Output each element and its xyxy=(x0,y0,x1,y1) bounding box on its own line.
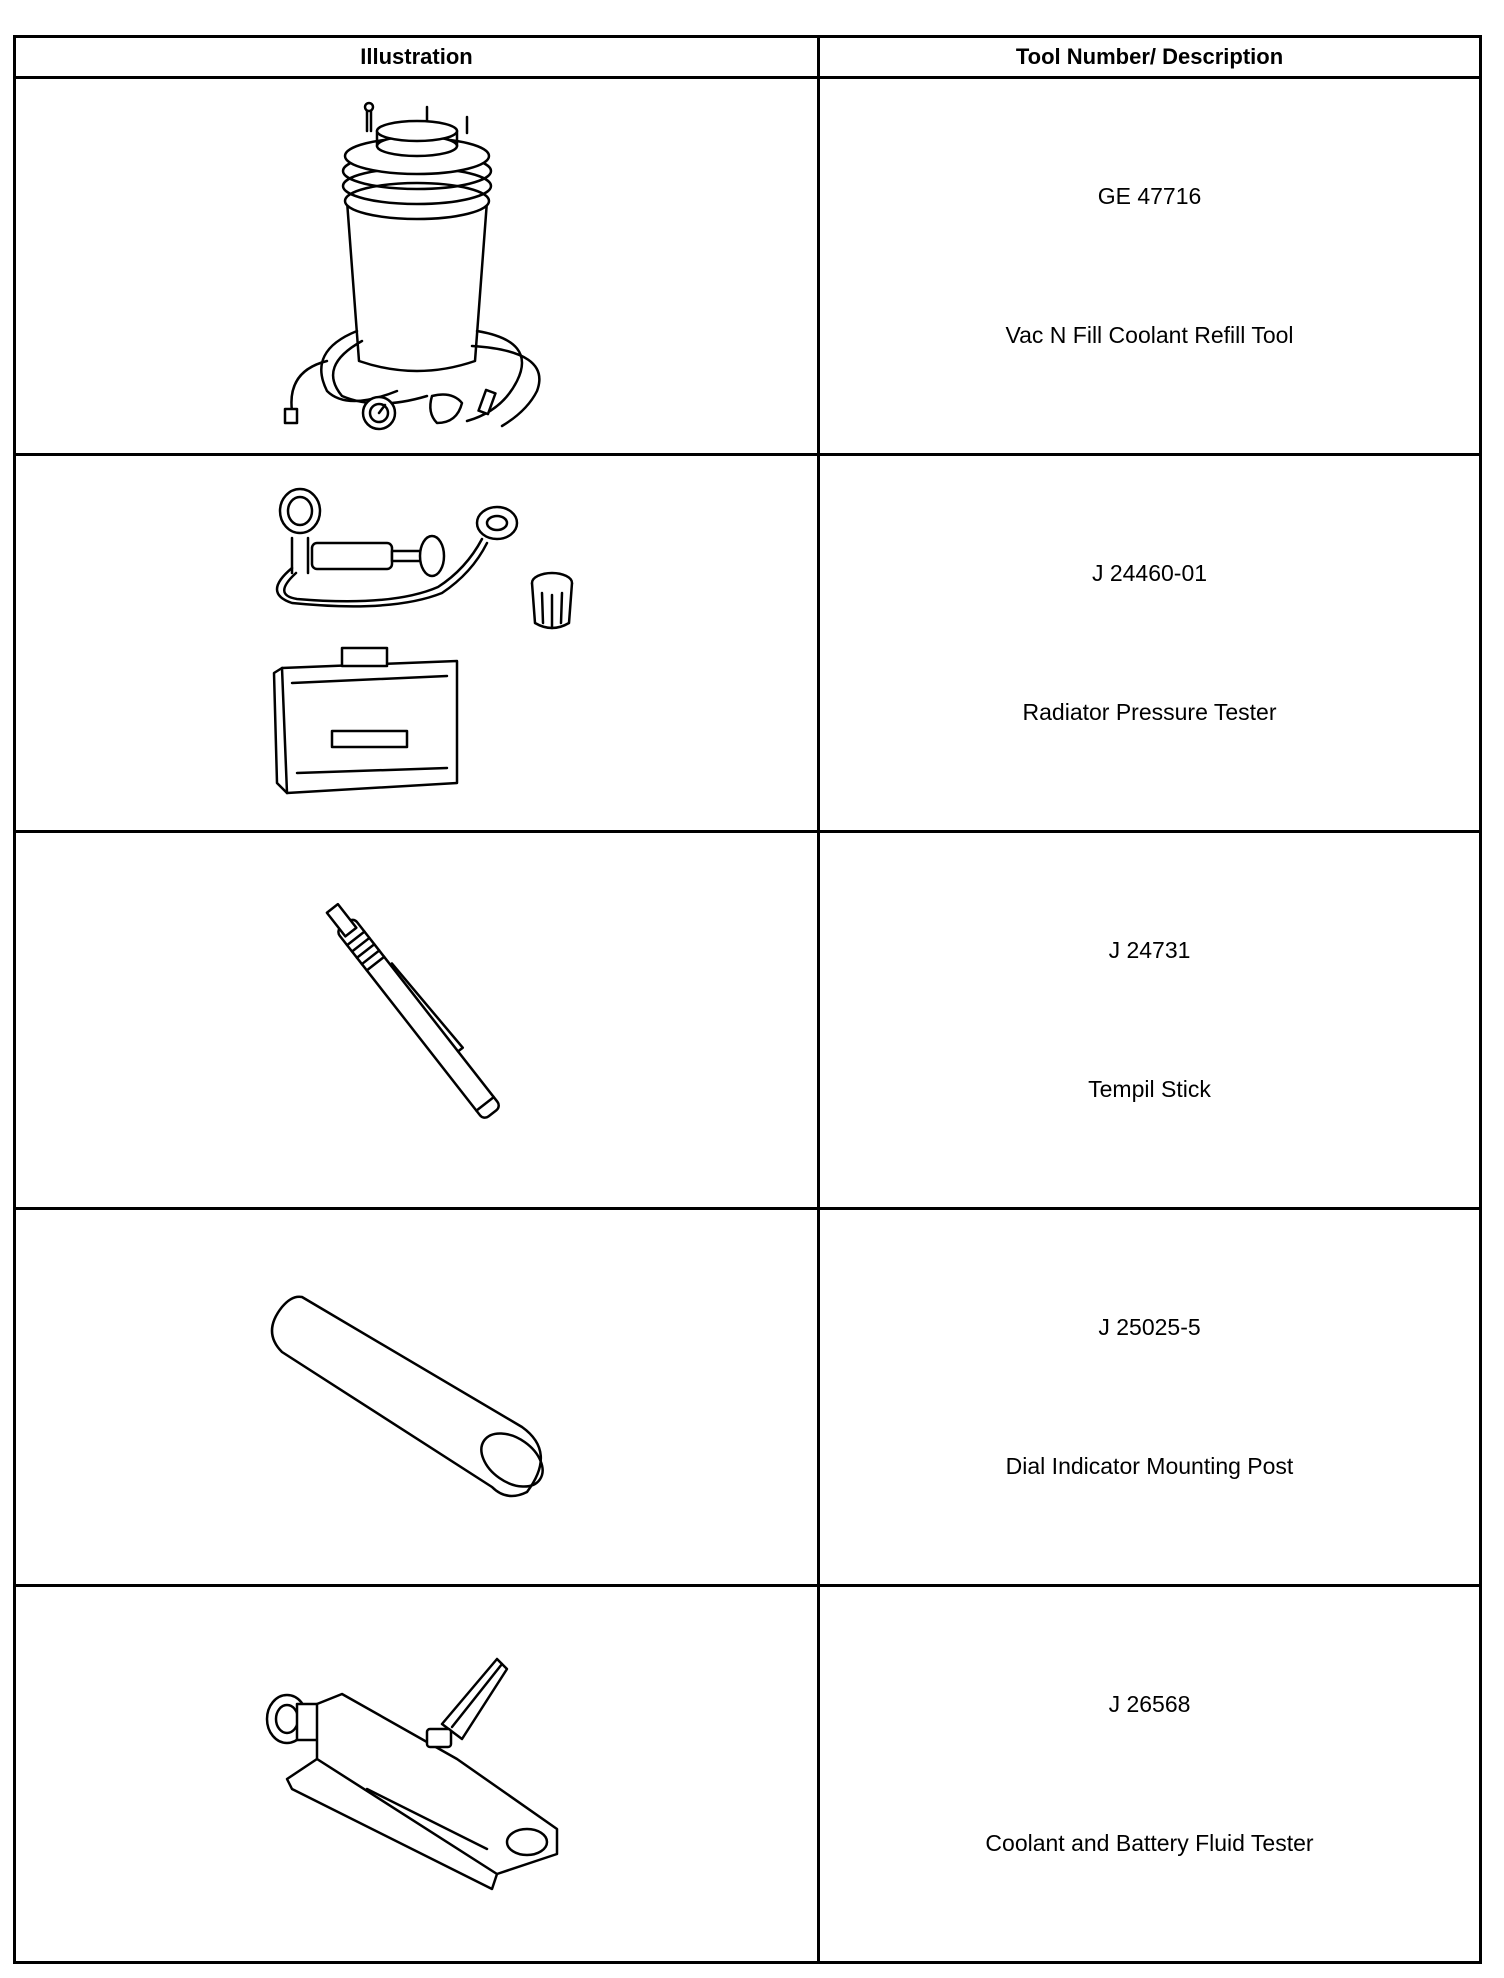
illustration-cell xyxy=(15,1586,819,1963)
tool-number: J 26568 xyxy=(1108,1691,1191,1717)
special-tools-table xyxy=(13,35,1482,1964)
table-row xyxy=(15,832,1481,1209)
header-tool-description: Tool Number/ Description xyxy=(819,37,1481,78)
coolant-refill-tool-icon xyxy=(267,91,567,441)
tempil-stick-icon xyxy=(267,875,567,1165)
table-row xyxy=(15,455,1481,832)
tool-description-cell xyxy=(819,455,1481,832)
tool-description: Tempil Stick xyxy=(1088,1076,1211,1102)
table-row xyxy=(15,78,1481,455)
table-header-row xyxy=(15,37,1481,78)
tool-description-cell xyxy=(819,1209,1481,1586)
tool-number: J 24731 xyxy=(1108,937,1191,963)
illustration-cell xyxy=(15,455,819,832)
tool-description: Radiator Pressure Tester xyxy=(1022,699,1277,725)
tool-description: Coolant and Battery Fluid Tester xyxy=(985,1830,1314,1856)
mounting-post-icon xyxy=(267,1277,567,1517)
tool-number: J 25025-5 xyxy=(1098,1314,1201,1340)
fluid-tester-icon xyxy=(257,1649,577,1899)
illustration-cell xyxy=(15,78,819,455)
radiator-pressure-tester-icon xyxy=(252,483,582,803)
tool-number: GE 47716 xyxy=(1097,183,1202,209)
tool-description-cell xyxy=(819,78,1481,455)
tool-description-cell xyxy=(819,832,1481,1209)
tool-description: Dial Indicator Mounting Post xyxy=(1005,1453,1294,1479)
table-row xyxy=(15,1209,1481,1586)
illustration-cell xyxy=(15,832,819,1209)
tool-number: J 24460-01 xyxy=(1091,560,1208,586)
illustration-cell xyxy=(15,1209,819,1586)
header-illustration: Illustration xyxy=(15,37,819,78)
tool-description: Vac N Fill Coolant Refill Tool xyxy=(1005,322,1294,348)
table-row xyxy=(15,1586,1481,1963)
tool-description-cell xyxy=(819,1586,1481,1963)
